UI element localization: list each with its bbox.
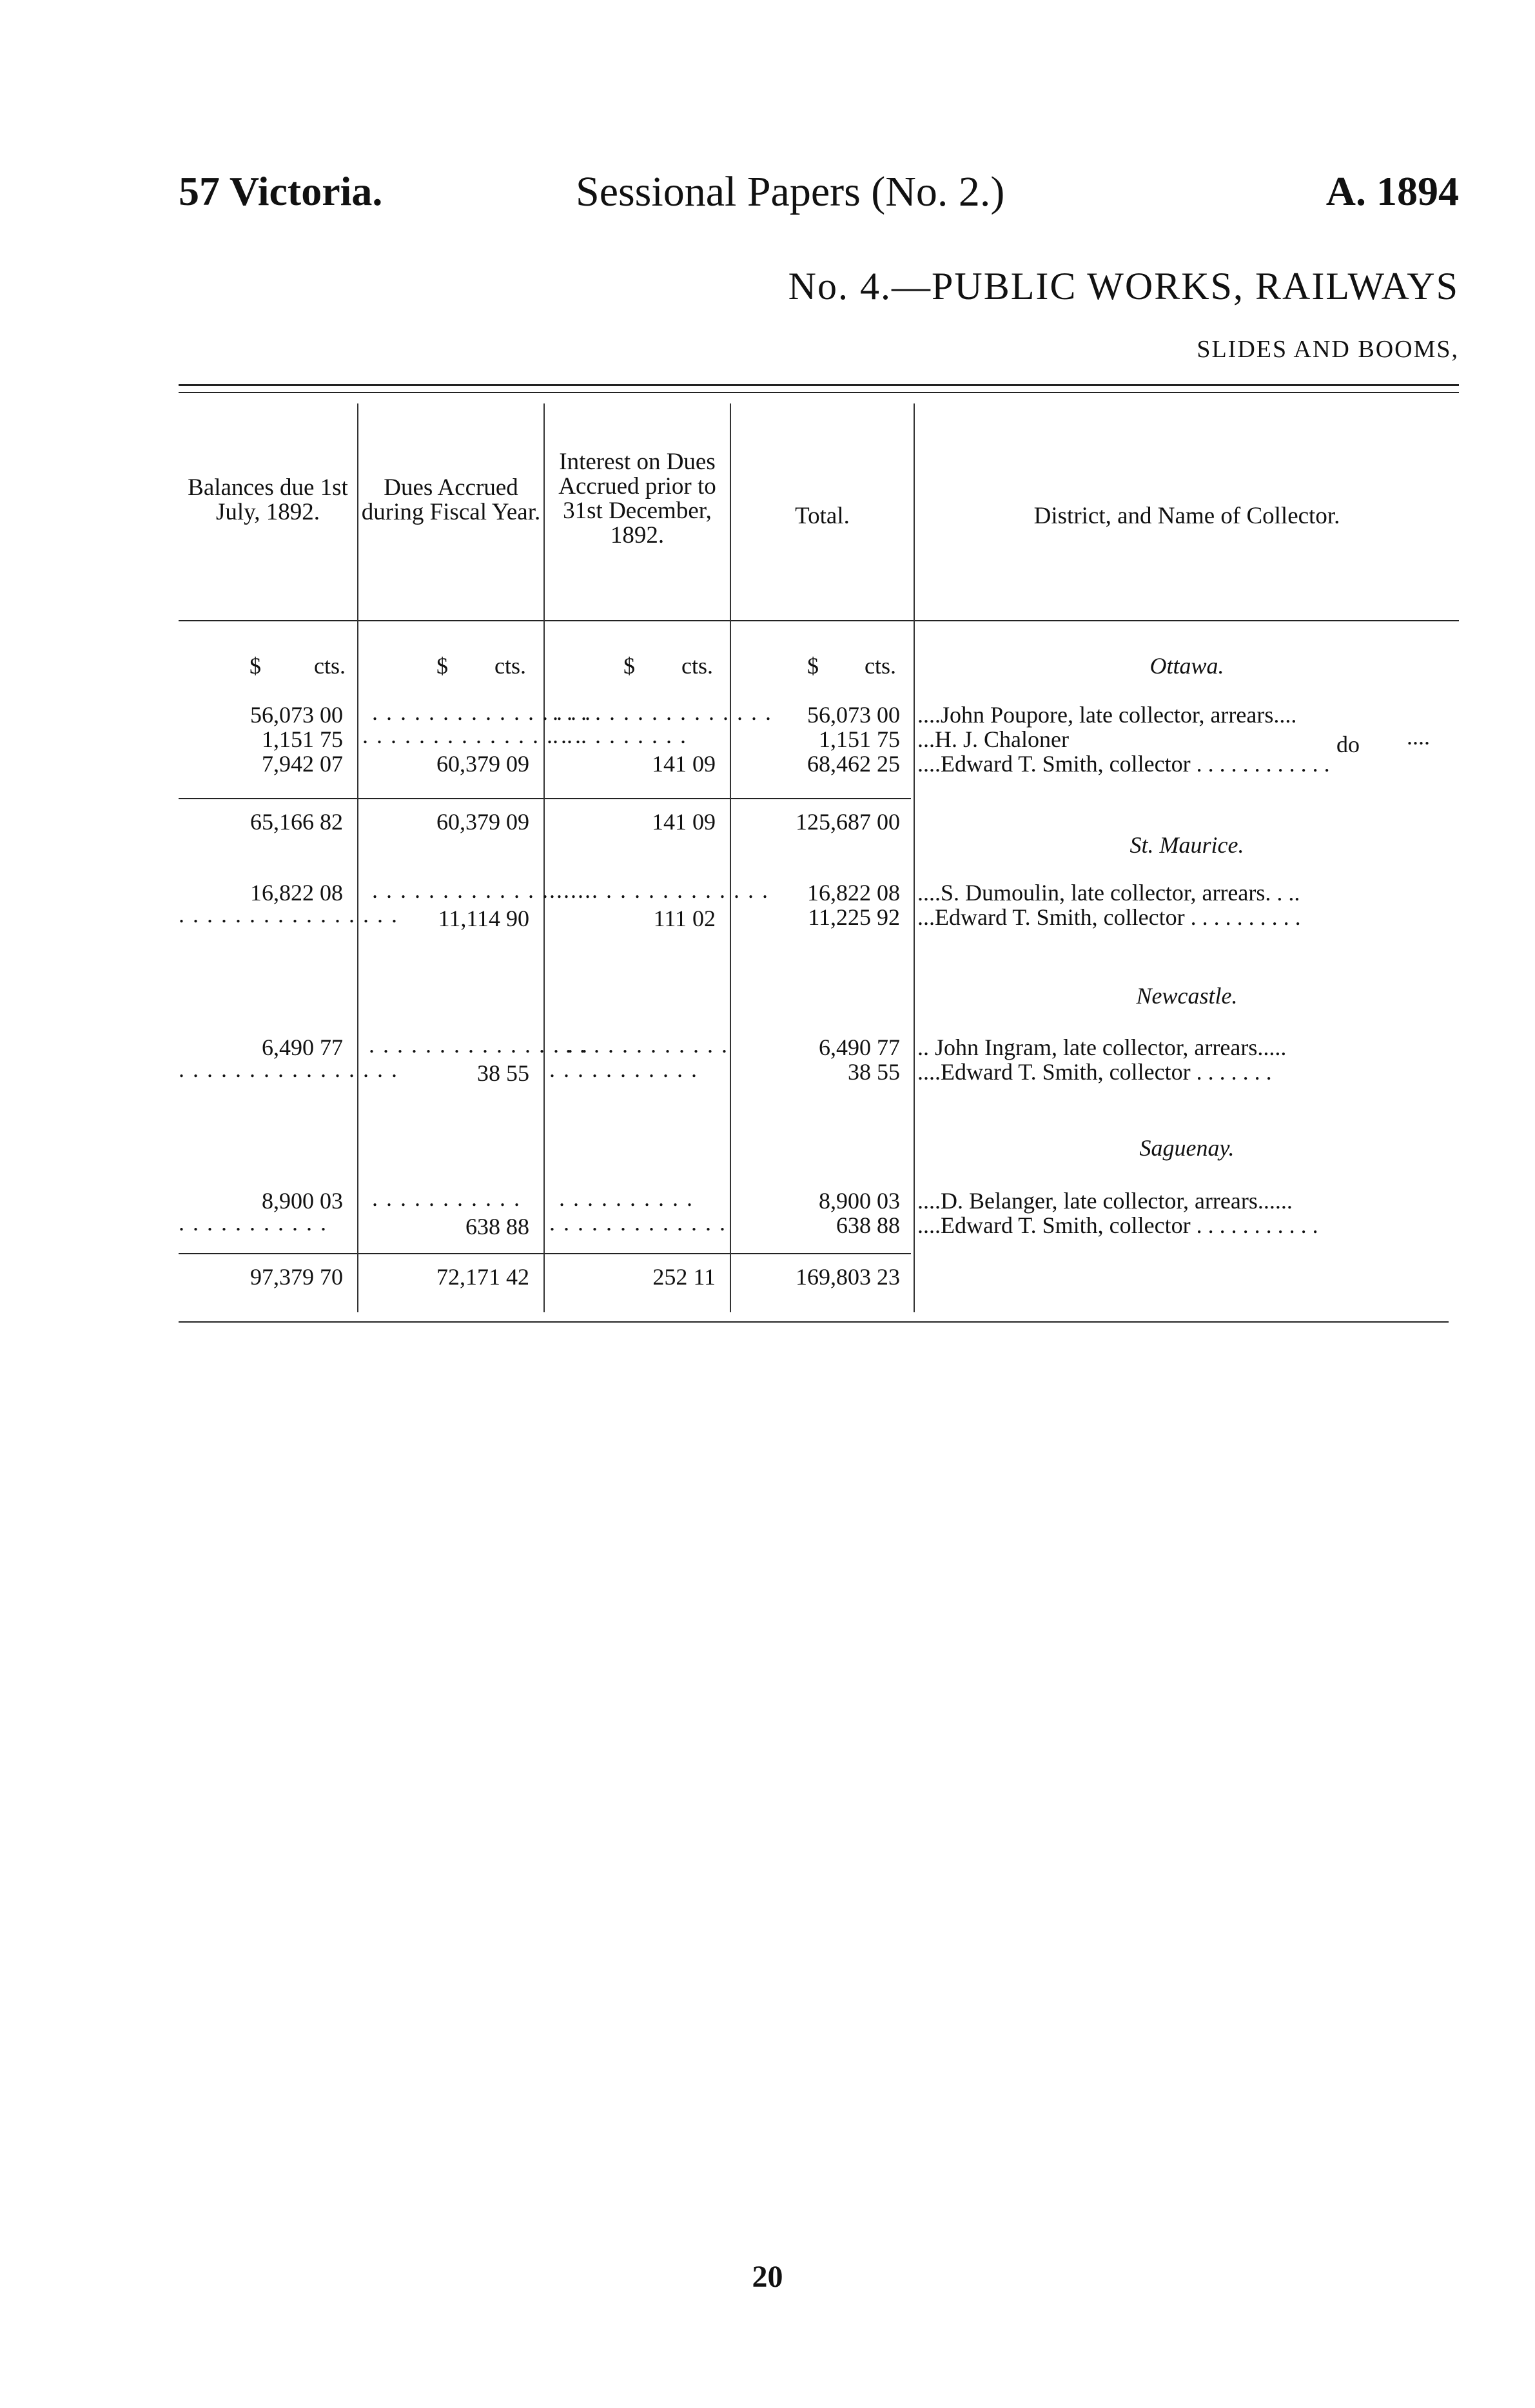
- unit-dollar: $: [623, 653, 635, 679]
- leader-dots: . . . . . . . . . . . . . . . .: [372, 877, 592, 903]
- leader-dots: . . . . . . . . . . . . . . . .: [179, 1056, 398, 1082]
- table-row: [917, 752, 1330, 776]
- ditto-mark: do: [1336, 732, 1360, 757]
- table-row: [917, 703, 1296, 727]
- table-cell-balance: 8,900 03: [262, 1188, 343, 1214]
- collector-name: H. J. Chaloner: [935, 726, 1069, 752]
- leader-dots: . . . . . . .: [1190, 1059, 1272, 1085]
- leader-dots: . . . . . . . . . .: [552, 723, 687, 748]
- leader-dots: ..: [917, 1034, 935, 1060]
- table-cell-total: 8,900 03: [819, 1188, 900, 1214]
- leader-dots: . . . . . . . . . . . .: [565, 1032, 728, 1058]
- subtotal-interest: 141 09: [652, 809, 716, 835]
- unit-dollar: $: [249, 653, 261, 679]
- leader-dots: ....: [917, 751, 941, 777]
- col-divider-3: [730, 403, 731, 1312]
- leader-dots: ....: [1407, 724, 1430, 750]
- leader-dots: . . . . . . . . . . .: [1190, 1212, 1318, 1238]
- subtotal-total: 125,687 00: [796, 809, 900, 835]
- table-cell-balance: 7,942 07: [262, 751, 343, 777]
- table-cell-interest: 111 02: [653, 906, 716, 931]
- leader-dots: . . . . . . . . . .: [1184, 904, 1301, 930]
- leader-dots: . . . . . . . . . . . . . . . .: [549, 877, 769, 903]
- leader-dots: ....: [917, 880, 941, 906]
- table-cell-total: 56,073 00: [807, 702, 900, 728]
- leader-dots: ....: [917, 1059, 941, 1085]
- leader-dots: . . . . . . . . . .: [559, 1185, 694, 1211]
- table-cell-balance: 6,490 77: [262, 1034, 343, 1060]
- collector-name: John Poupore, late collector, arrears: [941, 702, 1274, 728]
- grand-total-dues: 72,171 42: [436, 1264, 529, 1290]
- district-newcastle: Newcastle.: [1136, 983, 1238, 1009]
- table-cell-total: 1,151 75: [819, 726, 900, 752]
- leader-dots: ...: [917, 904, 935, 930]
- subtotal-dues: 60,379 09: [436, 809, 529, 835]
- district-ottawa: Ottawa.: [1149, 653, 1224, 679]
- collector-name: Edward T. Smith, collector: [941, 1212, 1191, 1238]
- leader-dots: . . . . . . . . . . . . . . . .: [362, 723, 582, 748]
- col-divider-1: [357, 403, 358, 1312]
- leader-dots: . . . . . . . . . . . . . . . .: [552, 699, 772, 725]
- collector-name: Edward T. Smith, collector: [941, 1059, 1191, 1085]
- leader-dots: ....: [917, 1212, 941, 1238]
- table-row: [917, 1060, 1272, 1084]
- table-top-rule-2: [179, 392, 1459, 393]
- header-district: District, and Name of Collector.: [1033, 503, 1340, 529]
- table-cell-total: 6,490 77: [819, 1034, 900, 1060]
- table-cell-total: 16,822 08: [807, 880, 900, 906]
- table-cell-total: 38 55: [848, 1059, 900, 1085]
- grand-total-interest: 252 11: [652, 1264, 716, 1290]
- subtotal-balance: 65,166 82: [250, 809, 343, 835]
- leader-dots: . . . . . . . . . . .: [179, 1210, 328, 1236]
- table-bottom-rule: [179, 1321, 1449, 1323]
- table-cell-dues: 38 55: [477, 1060, 529, 1086]
- leader-dots: . . . . . . . . . . . . . . . .: [369, 1032, 589, 1058]
- unit-cents: cts.: [681, 653, 713, 679]
- leader-dots: ...: [917, 726, 935, 752]
- unit-cents: cts.: [314, 653, 346, 679]
- table-row: [917, 1213, 1318, 1238]
- grand-total-balance: 97,379 70: [250, 1264, 343, 1290]
- leader-dots: . . ..: [1265, 880, 1300, 906]
- table-cell-dues: 60,379 09: [436, 751, 529, 777]
- table-cell-total: 638 88: [836, 1212, 900, 1238]
- table-cell-balance: 1,151 75: [262, 726, 343, 752]
- district-saguenay: Saguenay.: [1139, 1135, 1235, 1161]
- leader-dots: .....: [1257, 1034, 1287, 1060]
- table-cell-dues: 638 88: [465, 1214, 529, 1239]
- table-row: [917, 880, 1300, 905]
- grand-total-total: 169,803 23: [796, 1264, 900, 1290]
- page-subtitle: SLIDES AND BOOMS,: [1197, 336, 1459, 363]
- unit-cents: cts.: [865, 653, 896, 679]
- leader-dots: . . . . . . . . . . .: [372, 1185, 521, 1211]
- table-cell-balance: 16,822 08: [250, 880, 343, 906]
- collector-name: Edward T. Smith, collector: [941, 751, 1191, 777]
- unit-dollar: $: [807, 653, 819, 679]
- header-total: Total.: [795, 503, 850, 529]
- table-cell-balance: 56,073 00: [250, 702, 343, 728]
- collections-table: [179, 384, 1459, 1323]
- leader-dots: ......: [1257, 1188, 1293, 1214]
- collector-name: Edward T. Smith, collector: [935, 904, 1185, 930]
- leader-dots: ....: [917, 1188, 941, 1214]
- header-bottom-rule: [179, 620, 1459, 621]
- leader-dots: . . . . . . . . . . . . . . . .: [372, 699, 592, 725]
- collector-name: S. Dumoulin, late collector, arrears: [941, 880, 1266, 906]
- leader-dots: ....: [917, 702, 941, 728]
- collector-name: John Ingram, late collector, arrears: [935, 1034, 1258, 1060]
- table-cell-interest: 141 09: [652, 751, 716, 777]
- leader-dots: . . . . . . . . . . . . .: [549, 1210, 727, 1236]
- session-label: 57 Victoria.: [179, 168, 383, 214]
- unit-dollar: $: [436, 653, 448, 679]
- header-interest: Interest on Dues Accrued prior to 31st December, 1892.: [558, 449, 716, 549]
- unit-cents: cts.: [494, 653, 526, 679]
- header-dues: Dues Accrued during Fiscal Year.: [361, 474, 541, 525]
- total-rule: [179, 1253, 911, 1254]
- table-row: [917, 727, 1069, 752]
- table-cell-dues: 11,114 90: [438, 906, 529, 931]
- leader-dots: . . . . . . . . . . . . . . . .: [179, 902, 398, 927]
- header-balances: Balances due 1st July, 1892.: [188, 474, 348, 525]
- district-st-maurice: St. Maurice.: [1129, 832, 1244, 858]
- table-row: [917, 1035, 1286, 1060]
- leader-dots: ....: [1273, 702, 1297, 728]
- table-cell-total: 68,462 25: [807, 751, 900, 777]
- leader-dots: . . . . . . . . . . .: [549, 1056, 698, 1082]
- table-cell-total: 11,225 92: [808, 904, 900, 930]
- collector-name: D. Belanger, late collector, arrears: [941, 1188, 1258, 1214]
- year-label: A. 1894: [1325, 168, 1459, 214]
- subtotal-rule: [179, 798, 911, 799]
- table-top-rule: [179, 384, 1459, 386]
- leader-dots: . . . . . . . . . . . .: [1190, 751, 1330, 777]
- page-title: No. 4.—PUBLIC WORKS, RAILWAYS: [788, 265, 1459, 307]
- publication-label: Sessional Papers (No. 2.): [576, 168, 1005, 215]
- page-number: 20: [752, 2260, 783, 2294]
- table-row: [917, 905, 1301, 929]
- table-row: [917, 1189, 1293, 1213]
